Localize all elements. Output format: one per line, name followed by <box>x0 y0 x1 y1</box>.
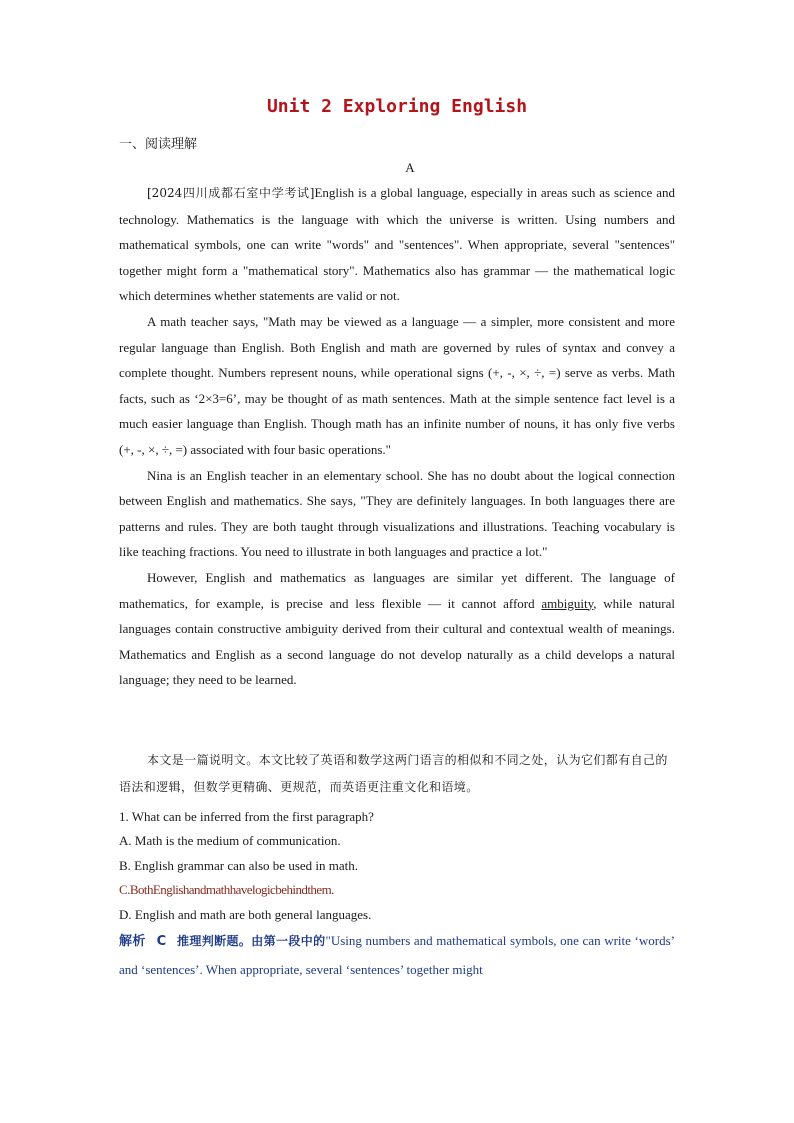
reading-passage <box>119 180 675 693</box>
option-a: A. Math is the medium of communication. <box>119 833 341 849</box>
paragraph-1 <box>119 180 675 309</box>
paragraph-4-text-a: However, English and mathematics as languages are similar yet different. The language of mathematics, for example, is precise and less flexible — it cannot afford <box>119 569 675 611</box>
analysis-quote: "Using numbers and mathematical symbols, one can write ‘words’ and ‘sentences’. When appropriate, several ‘sentences’ together might <box>119 933 675 977</box>
analysis-label: 解析 <box>119 934 146 949</box>
question-block <box>119 805 675 927</box>
section-heading: 一、阅读理解 <box>119 137 198 152</box>
analysis-answer: C <box>156 934 167 949</box>
underlined-word: ambiguity <box>541 595 594 611</box>
paragraph-4-text-b: , while natural languages contain constructive ambiguity derived from their cultural and contextual wealth of meanings. Mathematics and English as a second language do not develop naturally as a child develops a natural language; they need to be learned. <box>119 595 675 688</box>
paragraph-4 <box>119 565 675 693</box>
part-label: A <box>405 160 415 175</box>
paragraph-2: A math teacher says, "Math may be viewed as a language — a simpler, more consistent and more regular language than English. Both English and math are governed by rules of syntax and convey a complete thought. Numbers represent nouns, while operational signs (+, -, ×, ÷, =) serve as verbs. Math facts, such as ‘2×3=6’, may be thought of as math sentences. Math at the simple sentence fact level is a much easier language than English. Though math has an infinite number of nouns, it has only five verbs (+, -, ×, ÷, =) associated with four basic operations." <box>119 313 675 457</box>
option-d: D. English and math are both general languages. <box>119 906 372 922</box>
source-tag: [2024四川成都石室中学考试] <box>147 186 315 200</box>
paragraph-1-text: English is a global language, especially in areas such as science and technology. Mathematics is the language with which the universe is written. Using numbers and mathematical symbols, one can write "words" and "sentences". When appropriate, several "sentences" together might form a "mathematical story". Mathematics also has grammar — the mathematical logic which determines whether statements are valid or not. <box>119 185 676 304</box>
analysis-type: 推理判断题。由第一段中的 <box>177 934 326 948</box>
option-c-correct: C.BothEnglishandmathhavelogicbehindthem. <box>119 882 334 898</box>
analysis-block <box>119 927 675 984</box>
paragraph-3: Nina is an English teacher in an elementary school. She has no doubt about the logical connection between English and mathematics. She says, "They are definitely languages. In both languages there are patterns and rules. They are both taught through visualizations and illustrations. Teaching vocabulary is like teaching fractions. You need to illustrate in both languages and practice a lot." <box>119 467 675 560</box>
option-b: B. English grammar can also be used in math. <box>119 857 359 873</box>
passage-summary: 本文是一篇说明文。本文比较了英语和数学这两门语言的相似和不同之处，认为它们都有自己的语法和逻辑，但数学更精确、更规范，而英语更注重文化和语境。 <box>119 753 668 794</box>
page-title: Unit 2 Exploring English <box>266 96 528 117</box>
question-stem: 1. What can be inferred from the first paragraph? <box>119 809 374 824</box>
